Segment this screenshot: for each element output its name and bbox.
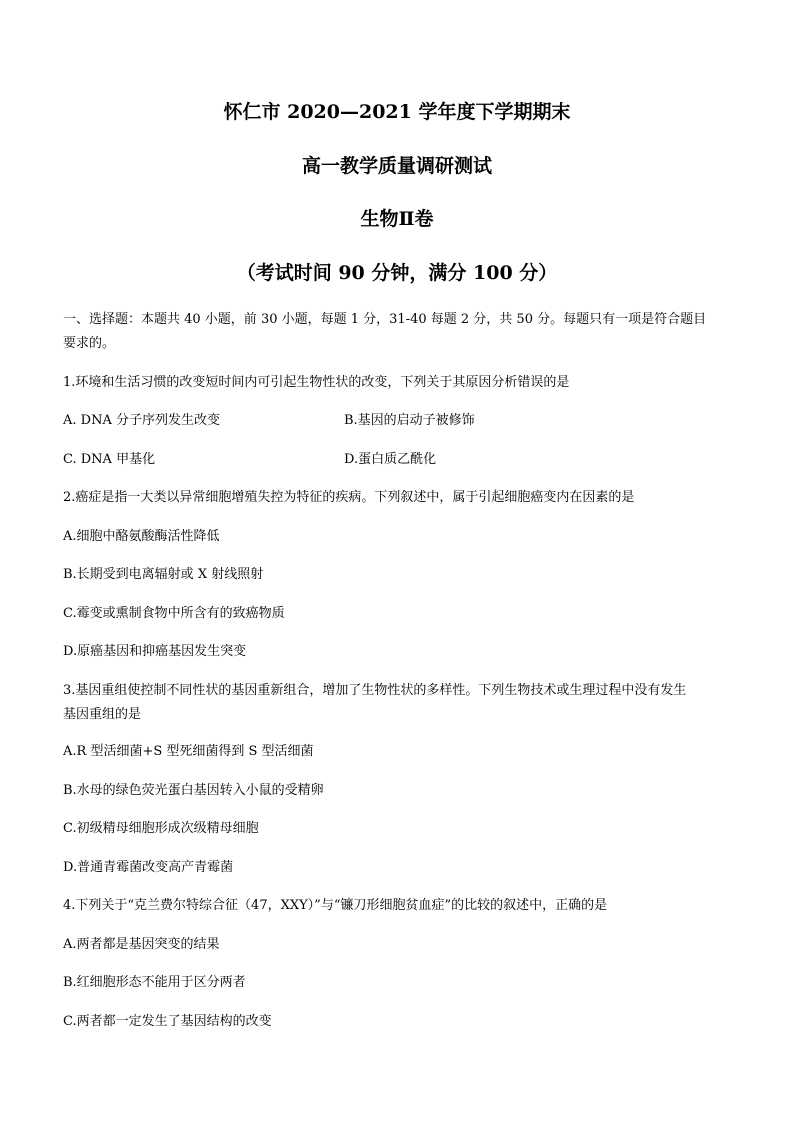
exam-title-subject: 生物Ⅱ卷 <box>360 208 434 230</box>
question-3-stem-line2: 基因重组的是 <box>63 707 142 722</box>
question-1-stem: 1.环境和生活习惯的改变短时间内可引起生物性状的改变，下列关于其原因分析错误的是 <box>63 375 570 390</box>
question-2-option-b: B.长期受到电离辐射或 X 射线照射 <box>63 567 264 582</box>
question-2-option-a: A.细胞中酪氨酸酶活性降低 <box>63 529 220 544</box>
question-3-option-a: A.R 型活细菌+S 型死细菌得到 S 型活细菌 <box>63 744 314 759</box>
question-3-option-c: C.初级精母细胞形成次级精母细胞 <box>63 821 259 836</box>
question-2-option-d: D.原癌基因和抑癌基因发生突变 <box>63 644 247 659</box>
exam-time-and-score: （考试时间 90 分钟，满分 100 分） <box>236 262 558 284</box>
question-3-stem-line1: 3.基因重组使控制不同性状的基因重新组合，增加了生物性状的多样性。下列生物技术或生理过程中没有发生 <box>63 683 687 698</box>
exam-title-school-term: 怀仁市 2020—2021 学年度下学期期末 <box>223 101 571 123</box>
question-4-option-b: B.红细胞形态不能用于区分两者 <box>63 975 246 990</box>
question-2-option-c: C.霉变或熏制食物中所含有的致癌物质 <box>63 606 285 621</box>
question-2-stem: 2.癌症是指一大类以异常细胞增殖失控为特征的疾病。下列叙述中，属于引起细胞癌变内在因素的是 <box>63 490 635 505</box>
section-instructions-line2: 要求的。 <box>63 336 116 351</box>
question-3-option-b: B.水母的绿色荧光蛋白基因转入小鼠的受精卵 <box>63 783 324 798</box>
question-1-option-b: B.基因的启动子被修饰 <box>344 413 475 428</box>
question-1-option-a: A. DNA 分子序列发生改变 <box>63 413 220 428</box>
question-1-option-d: D.蛋白质乙酰化 <box>344 452 437 467</box>
question-4-stem: 4.下列关于“克兰费尔特综合征（47，XXY）”与“镰刀形细胞贫血症”的比较的叙述中，正确的是 <box>63 898 608 913</box>
question-3-option-d: D.普通青霉菌改变高产青霉菌 <box>63 860 234 875</box>
section-instructions-line1: 一、选择题：本题共 40 小题，前 30 小题，每题 1 分，31-40 每题 2 分，共 50 分。每题只有一项是符合题目 <box>63 312 707 327</box>
question-4-option-a: A.两者都是基因突变的结果 <box>63 937 220 952</box>
exam-title-test-name: 高一教学质量调研测试 <box>301 155 492 177</box>
question-4-option-c: C.两者都一定发生了基因结构的改变 <box>63 1014 272 1029</box>
question-1-option-c: C. DNA 甲基化 <box>63 452 156 467</box>
